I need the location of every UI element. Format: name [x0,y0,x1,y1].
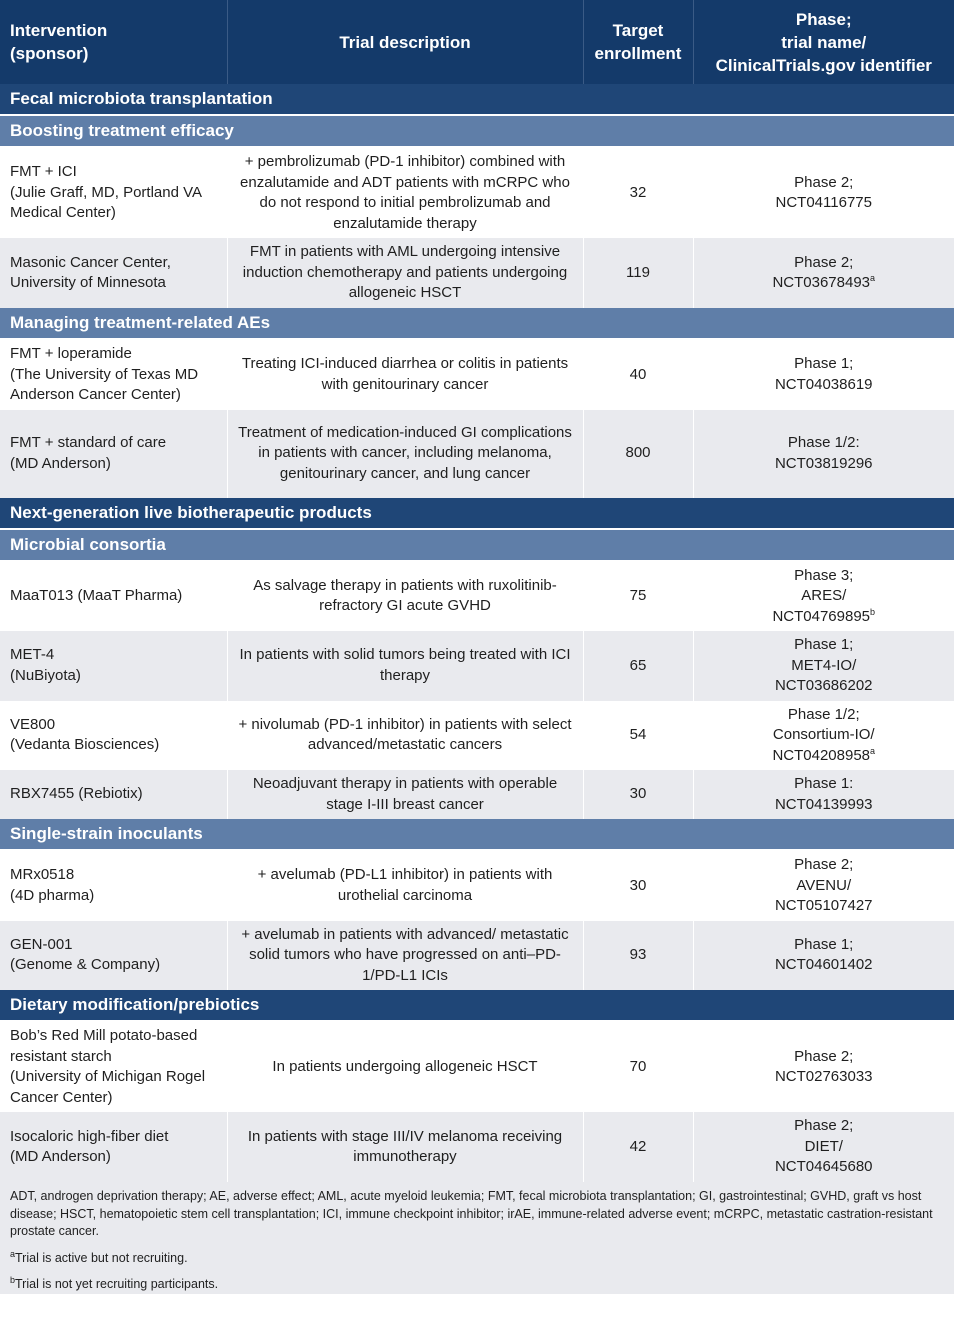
phase-text: Phase 1/2; Consortium-IO/ NCT04208958 [772,705,875,764]
section-title: Fecal microbiota transplantation [0,84,954,115]
enrollment-cell: 93 [583,921,693,991]
enrollment-cell: 30 [583,770,693,819]
phase-text: Phase 1; MET4-IO/ NCT03686202 [774,636,873,694]
intervention-cell: FMT + loperamide (The University of Texas MD Anderson Cancer Center) [0,339,227,410]
intervention-cell: MET-4 (NuBiyota) [0,631,227,701]
intervention-cell: RBX7455 (Rebiotix) [0,770,227,819]
phase-text: Phase 3; ARES/ NCT04769895 [772,566,871,625]
enrollment-cell: 70 [583,1021,693,1112]
footnote-mark: b [870,606,876,617]
phase-cell [693,238,954,308]
phase-text: Phase 1/2: NCT03819296 [774,434,873,472]
phase-cell [693,147,954,238]
table-body [0,84,954,1182]
intervention-cell: MRx0518 (4D pharma) [0,850,227,921]
phase-text: Phase 2; NCT04116775 [775,173,872,211]
table-row [0,850,954,921]
description-cell: In patients with solid tumors being treated with ICI therapy [227,631,583,701]
phase-cell [693,850,954,921]
footnote-a [10,1250,944,1268]
table-row [0,770,954,819]
description-cell: + avelumab (PD-L1 inhibitor) in patients with urothelial carcinoma [227,850,583,921]
description-cell: Treating ICI-induced diarrhea or colitis in patients with genitourinary cancer [227,339,583,410]
footnote-a-text: Trial is active but not recruiting. [15,1250,188,1265]
header-row [0,0,954,84]
subsection-title: Boosting treatment efficacy [0,115,954,147]
subsection-title: Microbial consortia [0,529,954,561]
header-intervention: Intervention (sponsor) [0,0,227,84]
phase-cell [693,1112,954,1182]
intervention-cell: Bob’s Red Mill potato-based resistant starch (University of Michigan Rogel Cancer Center) [0,1021,227,1112]
phase-text: Phase 1: NCT04139993 [774,775,873,813]
enrollment-cell: 65 [583,631,693,701]
footnote-mark: a [870,745,876,756]
footnote-b [10,1276,944,1294]
phase-text: Phase 2; NCT02763033 [774,1047,873,1085]
description-cell: Treatment of medication-induced GI complications in patients with cancer, including melanoma, genitourinary cancer, and lung cancer [227,410,583,498]
subsection-title: Single-strain inoculants [0,819,954,850]
table-footnotes [0,1182,954,1294]
phase-cell [693,770,954,819]
table-row [0,1021,954,1112]
enrollment-cell: 75 [583,561,693,632]
enrollment-cell: 42 [583,1112,693,1182]
phase-text: Phase 2; DIET/ NCT04645680 [774,1117,873,1176]
enrollment-cell: 40 [583,339,693,410]
phase-text: Phase 2; NCT03678493 [772,253,871,291]
header-trial-description: Trial description [227,0,583,84]
phase-text: Phase 1; NCT04038619 [774,355,873,393]
phase-cell [693,1021,954,1112]
subsection-header-row [0,529,954,561]
description-cell: Neoadjuvant therapy in patients with operable stage I-III breast cancer [227,770,583,819]
phase-cell [693,339,954,410]
enrollment-cell: 30 [583,850,693,921]
description-cell: In patients undergoing allogeneic HSCT [227,1021,583,1112]
table-row [0,1112,954,1182]
subsection-header-row [0,115,954,147]
enrollment-cell: 119 [583,238,693,308]
table-row [0,561,954,632]
description-cell: + avelumab in patients with advanced/ metastatic solid tumors who have progressed on anti–PD-1/PD-L1 ICIs [227,921,583,991]
table-row [0,701,954,771]
phase-cell [693,631,954,701]
abbreviations-note: ADT, androgen deprivation therapy; AE, adverse effect; AML, acute myeloid leukemia; FMT, fecal microbiota transplantation; GI, gastrointestinal; GVHD, graft vs host disease; HSCT, hematopoietic stem cell transplantation; ICI, immune checkpoint inhibitor; irAE, immune-related adverse event; mCRPC, metastatic castration-resistant prostate cancer. [10,1189,933,1238]
description-cell: FMT in patients with AML undergoing intensive induction chemotherapy and patients undergoing allogeneic HSCT [227,238,583,308]
enrollment-cell: 54 [583,701,693,771]
phase-cell [693,561,954,632]
intervention-cell: GEN-001 (Genome & Company) [0,921,227,991]
phase-text: Phase 1; NCT04601402 [774,935,873,974]
section-header-row [0,84,954,115]
header-target-enrollment: Target enrollment [583,0,693,84]
intervention-cell: FMT + standard of care (MD Anderson) [0,410,227,498]
table-row [0,410,954,498]
table-row [0,238,954,308]
intervention-cell: VE800 (Vedanta Biosciences) [0,701,227,771]
subsection-header-row [0,308,954,339]
footnote-b-mark: b [10,1274,16,1285]
intervention-cell: Masonic Cancer Center, University of Minnesota [0,238,227,308]
table-row [0,921,954,991]
enrollment-cell: 800 [583,410,693,498]
footnote-a-mark: a [10,1248,16,1259]
intervention-cell: MaaT013 (MaaT Pharma) [0,561,227,632]
intervention-cell: Isocaloric high-fiber diet (MD Anderson) [0,1112,227,1182]
description-cell: + pembrolizumab (PD-1 inhibitor) combined with enzalutamide and ADT patients with mCRPC who do not respond to initial pembrolizumab and enzalutamide therapy [227,147,583,238]
subsection-title: Managing treatment-related AEs [0,308,954,339]
section-title: Next-generation live biotherapeutic products [0,498,954,529]
section-title: Dietary modification/prebiotics [0,990,954,1021]
section-header-row [0,990,954,1021]
phase-cell [693,701,954,771]
description-cell: In patients with stage III/IV melanoma receiving immunotherapy [227,1112,583,1182]
phase-cell [693,410,954,498]
description-cell: As salvage therapy in patients with ruxolitinib-refractory GI acute GVHD [227,561,583,632]
footnote-b-text: Trial is not yet recruiting participants. [15,1277,219,1291]
table-row [0,339,954,410]
table-row [0,631,954,701]
table-row [0,147,954,238]
footnote-mark: a [870,273,876,283]
subsection-header-row [0,819,954,850]
enrollment-cell: 32 [583,147,693,238]
intervention-cell: FMT + ICI (Julie Graff, MD, Portland VA Medical Center) [0,147,227,238]
phase-text: Phase 2; AVENU/ NCT05107427 [774,856,873,914]
section-header-row [0,498,954,529]
description-cell: + nivolumab (PD-1 inhibitor) in patients with select advanced/metastatic cancers [227,701,583,771]
header-phase-identifier: Phase; trial name/ ClinicalTrials.gov identifier [693,0,954,84]
phase-cell [693,921,954,991]
